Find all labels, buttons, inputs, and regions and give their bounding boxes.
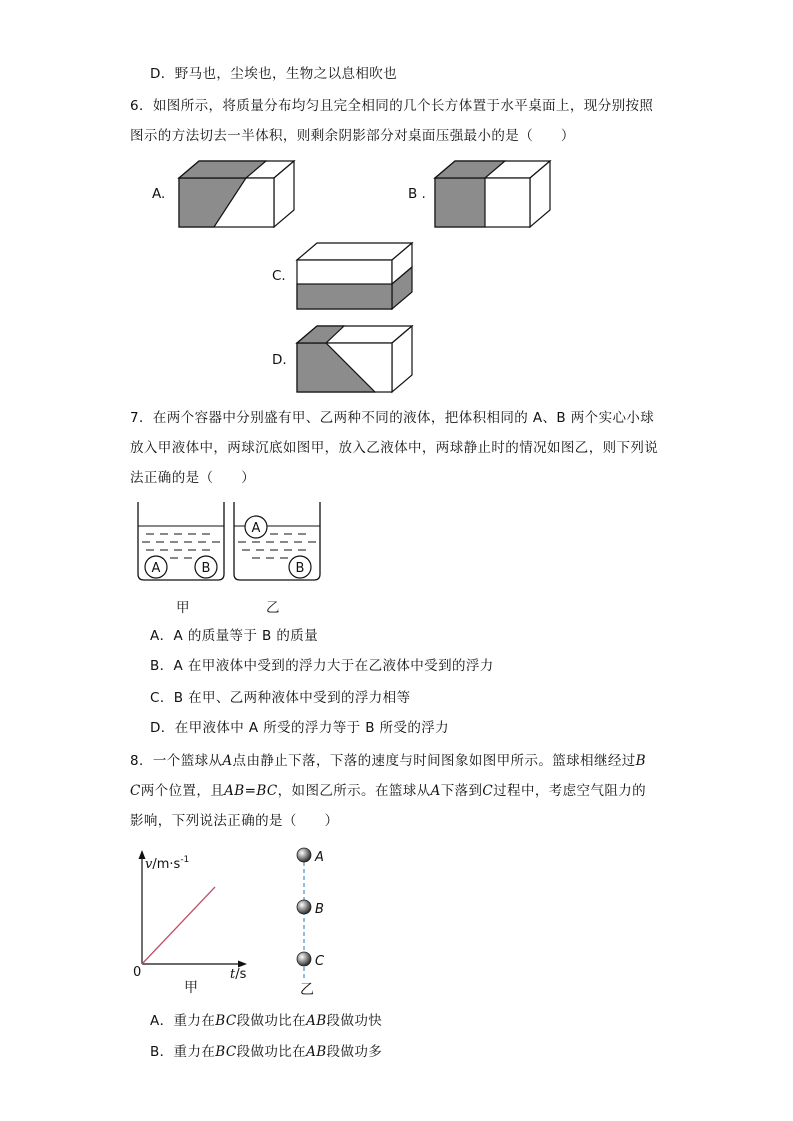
q8-ball-at-c (297, 952, 311, 966)
q8-ball-at-b (297, 900, 311, 914)
q7-option-b: B．A 在甲液体中受到的浮力大于在乙液体中受到的浮力 (150, 658, 494, 674)
q5-option-d: D．野马也，尘埃也，生物之以息相吹也 (150, 66, 398, 82)
q6-figure-b (432, 158, 554, 230)
q7-stem-line3: 法正确的是（ ） (130, 470, 256, 486)
q8-stem-line1: 8．一个篮球从A点由静止下落，下落的速度与时间图象如图甲所示。篮球相继经过B (130, 753, 646, 769)
q8-graph-origin: 0 (133, 965, 142, 980)
q8-graph-caption: 甲 (184, 980, 198, 996)
q7-stem-line2: 放入甲液体中，两球沉底如图甲，放入乙液体中，两球静止时的情况如图乙，则下列说 (130, 440, 659, 456)
q8-ball-positions-figure (286, 842, 346, 998)
q7-ball-a-jia: A (151, 561, 161, 576)
q8-stem-line3: 影响，下列说法正确的是（ ） (130, 813, 339, 829)
q7-option-a: A．A 的质量等于 B 的质量 (150, 628, 319, 644)
q7-containers-figure (134, 500, 324, 584)
q7-stem-line1: 7．在两个容器中分别盛有甲、乙两种不同的液体，把体积相同的 A、B 两个实心小球 (130, 410, 655, 426)
q8-graph-velocity-line (142, 887, 215, 964)
q7-option-d: D．在甲液体中 A 所受的浮力等于 B 所受的浮力 (150, 720, 450, 736)
q7-caption-yi: 乙 (266, 600, 280, 616)
q8-option-a: A．重力在BC段做功比在AB段做功快 (150, 1013, 383, 1029)
q6-label-d: D. (272, 352, 287, 368)
q6-figure-d (294, 323, 416, 395)
q8-graph-x-label: t/s (230, 967, 247, 982)
q7-caption-jia: 甲 (176, 600, 190, 616)
q8-ball-at-a (297, 848, 311, 862)
q8-pos-c-label: C (315, 954, 325, 969)
q8-vt-graph (126, 846, 266, 996)
q8-pos-b-label: B (315, 902, 324, 917)
q8-stem-line2: C两个位置，且AB=BC，如图乙所示。在篮球从A下落到C过程中，考虑空气阻力的 (130, 783, 647, 799)
q7-ball-b-yi: B (295, 561, 305, 576)
q7-option-c: C．B 在甲、乙两种液体中受到的浮力相等 (150, 690, 411, 706)
q8-pos-a-label: A (315, 850, 324, 865)
q6-stem-line1: 6．如图所示，将质量分布均匀且完全相同的几个长方体置于水平桌面上，现分别按照 (130, 98, 654, 114)
q7-ball-a-yi: A (251, 521, 261, 536)
q6-label-a: A. (152, 186, 166, 202)
q6-figure-a (176, 158, 298, 230)
q8-option-b: B．重力在BC段做功比在AB段做功多 (150, 1044, 383, 1060)
q6-label-b: B . (408, 186, 426, 202)
q7-ball-b-jia: B (201, 561, 211, 576)
q6-stem-line2: 图示的方法切去一半体积，则剩余阴影部分对桌面压强最小的是（ ） (130, 128, 575, 144)
q8-graph-y-label: $v/m\cdot s^{-1}$ (145, 855, 190, 872)
q6-label-c: C. (272, 268, 286, 284)
q8-caption-yi: 乙 (300, 982, 314, 998)
q6-figure-c (294, 240, 416, 312)
